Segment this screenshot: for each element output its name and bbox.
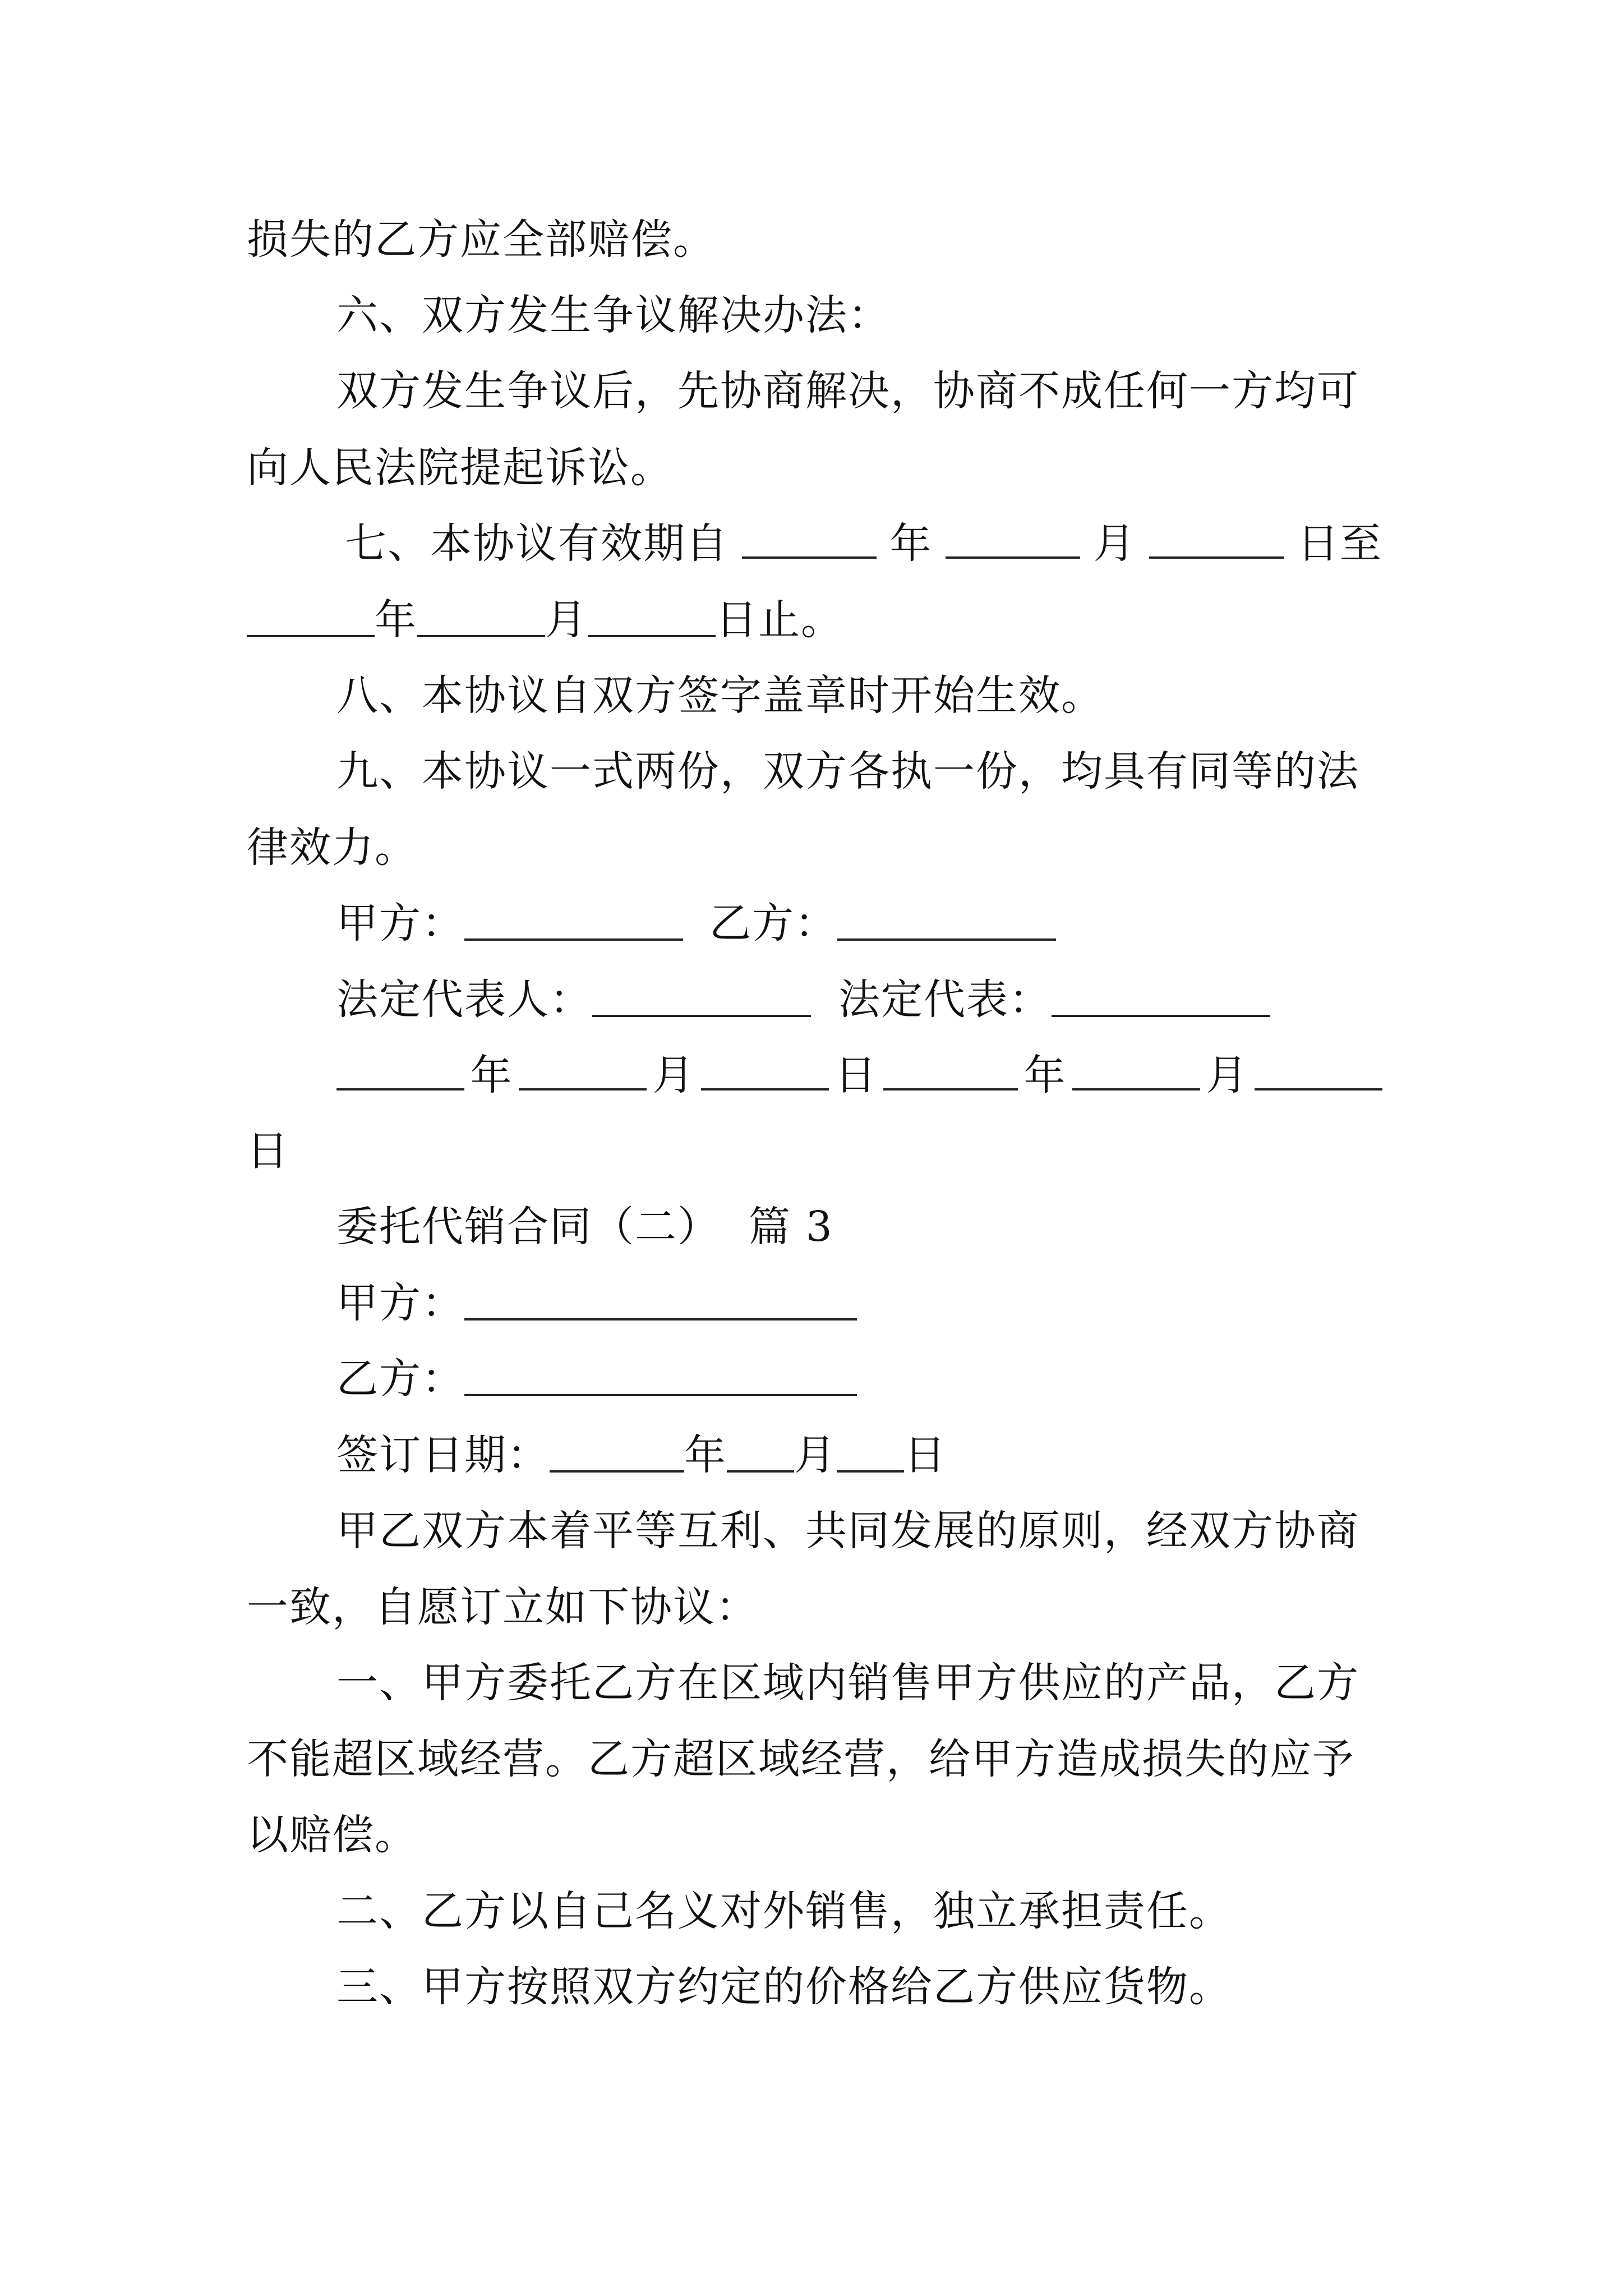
section-heading: 六、双方发生争议解决办法： [336,291,891,339]
paragraph-line: 不能超区域经营。乙方超区域经营，给甲方造成损失的应予 [247,1735,1355,1783]
paragraph-line: 二、乙方以自己名义对外销售，独立承担责任。 [336,1887,1232,1935]
blank-line [592,981,811,1017]
contract-party-b [336,1355,857,1403]
year-label: 年 [375,596,417,644]
blank-line [946,523,1080,559]
month-label: 月 [1206,1051,1249,1099]
party-a-label: 甲方： [336,1279,464,1327]
rep-b-label: 法定代表： [838,976,1052,1024]
day-label: 日 [904,1431,947,1479]
end-label: 日止。 [716,596,843,644]
sign-date-line [336,1431,947,1479]
paragraph-line: 八、本协议自双方签字盖章时开始生效。 [336,671,1104,720]
blank-line [417,601,545,637]
blank-line [464,1285,857,1320]
blank-line [883,1055,1018,1091]
paragraph-line: 双方发生争议后，先协商解决，协商不成任何一方均可 [336,367,1359,415]
blank-line [519,1055,647,1091]
year-label: 年 [889,519,933,568]
day-label: 日 [834,1051,878,1099]
blank-line [588,601,716,637]
term-line-2 [247,596,843,644]
term-lead: 七、本协议有效期自 [345,519,728,568]
blank-line [464,905,683,941]
blank-line [742,523,877,559]
party-b-label: 乙方： [709,899,837,947]
contract-party-a [336,1279,857,1327]
signature-rep-b [838,976,1270,1024]
signature-party-b [709,899,1056,947]
signature-party-a [336,899,683,947]
year-label: 年 [684,1431,727,1479]
blank-line [336,1055,464,1091]
month-label: 月 [794,1431,837,1479]
blank-line [1072,1055,1200,1091]
blank-line [701,1055,829,1091]
blank-line [247,601,375,637]
blank-line [464,1360,857,1396]
sign-date-label: 签订日期： [336,1431,550,1479]
day-to-label: 日至 [1297,519,1382,568]
rep-a-label: 法定代表人： [336,976,592,1024]
paragraph-line: 一、甲方委托乙方在区域内销售甲方供应的产品，乙方 [336,1659,1359,1707]
paragraph-line: 三、甲方按照双方约定的价格给乙方供应货物。 [336,1963,1232,2011]
blank-line [1255,1055,1382,1091]
blank-line [1052,981,1270,1017]
paragraph-line: 向人民法院提起诉讼。 [247,444,673,492]
month-label: 月 [652,1051,695,1099]
paragraph-line: 损失的乙方应全部赔偿。 [247,215,716,264]
paragraph-line: 日 [247,1127,289,1175]
month-label: 月 [545,596,588,644]
document-title: 委托代销合同（二） 篇 3 [336,1203,833,1251]
paragraph-line: 甲乙双方本着平等互利、共同发展的原则，经双方协商 [336,1507,1359,1555]
year-label: 年 [1023,1051,1067,1099]
blank-line [1149,523,1284,559]
paragraph-line: 以赔偿。 [247,1811,417,1859]
blank-line [837,1437,904,1473]
paragraph-line: 律效力。 [247,823,417,872]
party-a-label: 甲方： [336,899,464,947]
signature-dates [336,1051,1382,1099]
month-label: 月 [1093,519,1136,568]
blank-line [727,1437,794,1473]
blank-line [550,1437,684,1473]
term-line-1 [345,519,1382,568]
blank-line [837,905,1056,941]
signature-rep-a [336,976,811,1024]
paragraph-line: 一致，自愿订立如下协议： [247,1583,758,1631]
paragraph-line: 九、本协议一式两份，双方各执一份，均具有同等的法 [336,747,1359,795]
party-b-label: 乙方： [336,1355,464,1403]
year-label: 年 [470,1051,513,1099]
